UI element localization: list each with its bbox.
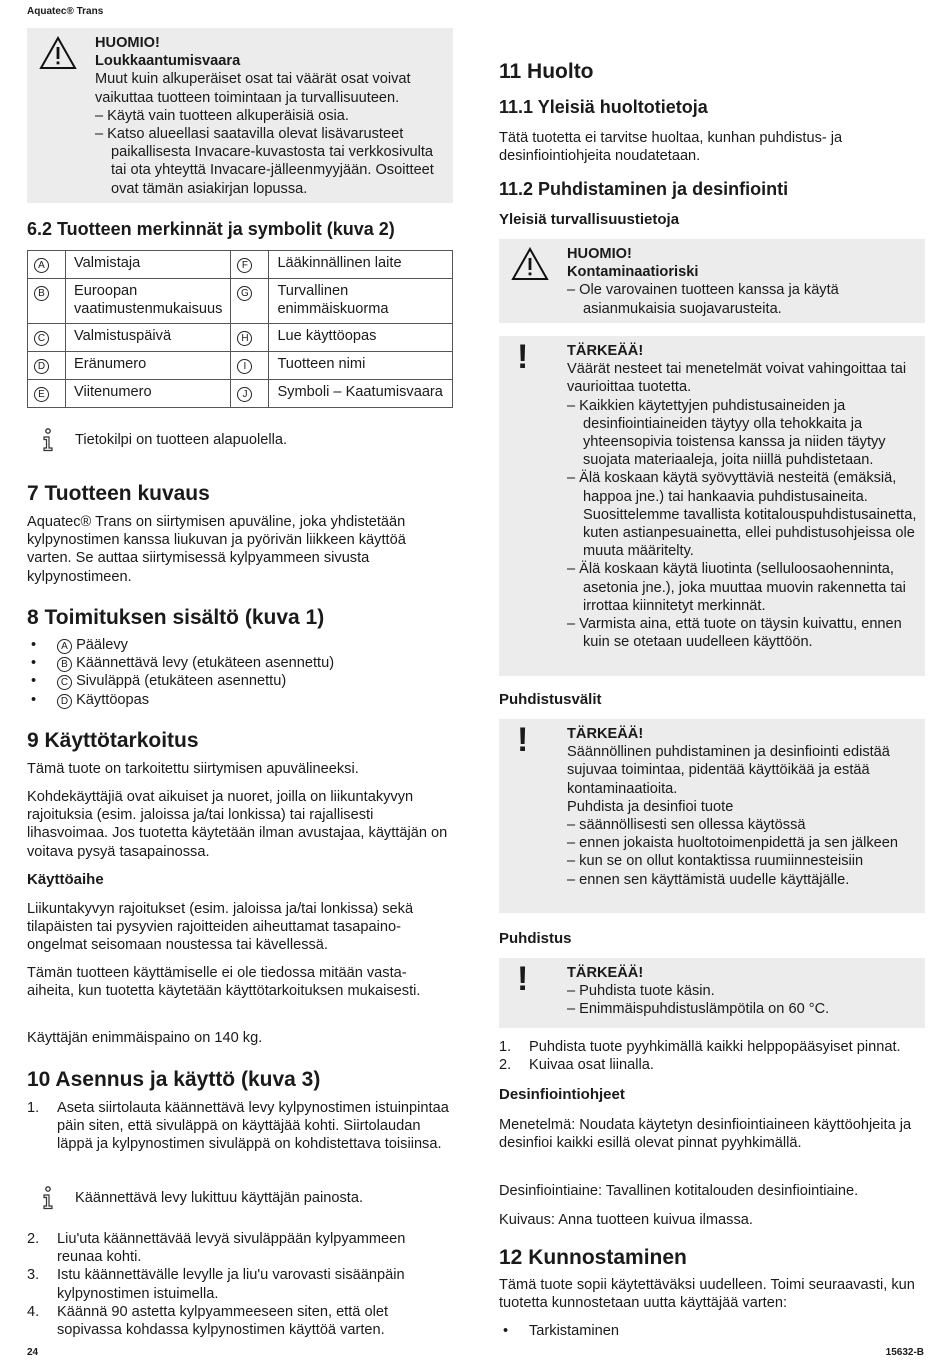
section-7-heading: 7 Tuotteen kuvaus: [27, 482, 210, 505]
letter-marker: J: [237, 387, 252, 402]
section-7-text: Aquatec® Trans on siirtymisen apuväline, joka yhdistetään kylpynostimen kanssa liukuvan ja pyörivän liikkeen käyttöä varten. Se auttaa siirtymisessä kylpyammeen sivusta kylpynostimeen.: [27, 514, 406, 585]
step-item: [499, 1038, 925, 1056]
warning-subtitle: Loukkaantumisvaara: [95, 53, 241, 70]
step-number: 4.: [27, 1303, 40, 1320]
info-note: [27, 1186, 453, 1212]
page-header: Aquatec® Trans: [27, 6, 104, 17]
cleaning-steps: [499, 1038, 925, 1074]
table-cell: Euroopan vaatimustenmukaisuus: [66, 279, 231, 324]
section-11-1-text: Tätä tuotetta ei tarvitse huoltaa, kunhan puhdistus- ja desinfiointiohjeita noudatetaan.: [499, 130, 843, 165]
table-cell: Lääkinnällinen laite: [269, 251, 453, 279]
exclamation-icon: !: [517, 338, 529, 376]
step-text: Puhdista tuote pyyhkimällä kaikki helppopääsyiset pinnat.: [529, 1039, 901, 1055]
list-item: [27, 691, 453, 709]
letter-marker: D: [57, 694, 72, 709]
letter-marker: A: [57, 639, 72, 654]
info-icon: [41, 1186, 55, 1210]
section-12-heading: 12 Kunnostaminen: [499, 1246, 687, 1269]
section-11-2-heading: 11.2 Puhdistaminen ja desinfiointi: [499, 179, 789, 199]
letter-marker: I: [237, 359, 252, 374]
letter-marker: B: [34, 286, 49, 301]
table-cell: Lue käyttöopas: [269, 324, 453, 352]
important-title: TÄRKEÄÄ!: [567, 965, 644, 981]
step-text: Käännä 90 astetta kylpyammeeseen siten, että olet sopivassa kohdassa kylpynostimen käyttöä varten.: [57, 1303, 388, 1339]
letter-marker: F: [237, 258, 252, 273]
important-text: Puhdista ja desinfioi tuote: [567, 798, 734, 815]
warning-item: – Käytä vain tuotteen alkuperäisiä osia.: [95, 107, 349, 124]
important-text: Säännöllinen puhdistaminen ja desinfiointi edistää sujuvaa toimintaa, pidentää käyttöikää ja estää kontaminaatioita.: [567, 744, 890, 797]
table-row: [28, 380, 453, 408]
letter-marker: C: [57, 675, 72, 690]
warning-box: [27, 28, 453, 203]
table-row: [28, 279, 453, 324]
warning-item: – Katso alueellasi saatavilla olevat lisävarusteet paikallisesta Invacare-kuvastosta tai verkkosivulta tai ota yhteyttä Invacare-jälleenmyyjään. Osoitteet ovat tämän asiakirjan lopussa.: [95, 126, 434, 197]
important-item: – Puhdista tuote käsin.: [567, 983, 715, 1000]
delivery-list: [27, 636, 453, 709]
important-item: – Varmista aina, että tuote on täysin kuivattu, ennen kuin se otetaan uudelleen käyttöön.: [567, 616, 902, 651]
list-item: [27, 654, 453, 672]
info-text: Tietokilpi on tuotteen alapuolella.: [75, 432, 288, 448]
info-icon: [41, 428, 55, 452]
letter-marker: H: [237, 331, 252, 346]
important-item: – Enimmäispuhdistuslämpötila on 60 °C.: [567, 1001, 830, 1018]
important-box: [499, 336, 925, 676]
step-text: Aseta siirtolauta käännettävä levy kylpynostimen istuinpintaa päin siten, että sivuläppä on käyttäjää kohti. Siirtolaudan läppä ja kylpynostimen sivuläppä on kohdistettava toisiinsa.: [57, 1100, 449, 1153]
list-item: [27, 672, 453, 690]
disinfection-method: Menetelmä: Noudata käytetyn desinfiointiaineen käyttöohjeita ja desinfioi kaikki esillä olevat pinnat pyyhkimällä.: [499, 1117, 912, 1152]
section-9-p3: Liikuntakyvyn rajoitukset (esim. jaloissa ja/tai lonkissa) sekä tilapäisten tai pysyvien rajoitteiden aiheuttamat tasapaino-ongelmat seisomaan noustessa tai kävellessä.: [27, 901, 414, 954]
step-list: [27, 1230, 453, 1339]
disinfection-subheading: Desinfiointiohjeet: [499, 1086, 625, 1103]
step-item: [27, 1266, 453, 1302]
step-number: 3.: [27, 1267, 40, 1284]
disinfection-agent: Desinfiointiaine: Tavallinen kotitalouden desinfiointiaine.: [499, 1183, 859, 1199]
table-cell: Eränumero: [66, 352, 231, 380]
important-title: TÄRKEÄÄ!: [567, 726, 644, 742]
section-12-text: Tämä tuote sopii käytettäväksi uudelleen. Toimi seuraavasti, kun tuotetta kunnostetaan uutta käyttäjää varten:: [499, 1277, 915, 1312]
section-9-heading: 9 Käyttötarkoitus: [27, 729, 199, 752]
table-cell: Turvallinen enimmäiskuorma: [269, 279, 453, 324]
important-item: – säännöllisesti sen ollessa käytössä: [567, 817, 806, 834]
letter-marker: B: [57, 657, 72, 672]
interval-subheading: Puhdistusvälit: [499, 691, 602, 708]
left-column: [27, 0, 453, 1339]
list-item: [499, 1322, 925, 1340]
letter-marker: A: [34, 258, 49, 273]
right-column: [499, 0, 925, 1339]
step-item: [27, 1303, 453, 1339]
important-text: Väärät nesteet tai menetelmät voivat vahingoittaa tai vaurioittaa tuotetta.: [567, 361, 907, 396]
list-item-text: Sivuläppä (etukäteen asennettu): [76, 673, 287, 690]
warning-title: HUOMIO!: [95, 35, 160, 51]
warning-triangle-icon: [39, 36, 77, 70]
table-cell: Viitenumero: [66, 380, 231, 408]
section-10-heading: 10 Asennus ja käyttö (kuva 3): [27, 1068, 321, 1091]
important-item: – ennen sen käyttämistä uudelle käyttäjälle.: [567, 871, 850, 888]
list-item-text: Käännettävä levy (etukäteen asennettu): [76, 655, 335, 672]
safety-subheading: Yleisiä turvallisuustietoja: [499, 211, 680, 228]
info-note: [27, 428, 453, 454]
exclamation-icon: !: [517, 721, 529, 759]
section-9-p4: Tämän tuotteen käyttämiselle ei ole tiedossa mitään vasta-aiheita, kun tuotetta käytetään käyttötarkoituksen mukaisesti.: [27, 965, 421, 1000]
step-item: [27, 1099, 453, 1154]
step-item: [27, 1230, 453, 1266]
important-item: – ennen jokaista huoltotoimenpidettä ja sen jälkeen: [567, 835, 899, 852]
section-9-p5: Käyttäjän enimmäispaino on 140 kg.: [27, 1030, 263, 1046]
step-number: 2.: [27, 1231, 40, 1247]
letter-marker: D: [34, 359, 49, 374]
letter-marker: G: [237, 286, 252, 301]
letter-marker: C: [34, 331, 49, 346]
table-cell: Symboli – Kaatumisvaara: [269, 380, 453, 408]
caution-box: [499, 239, 925, 323]
symbol-table: [27, 250, 453, 408]
page-number: 24: [27, 1347, 39, 1358]
important-title: TÄRKEÄÄ!: [567, 343, 644, 359]
table-row: [28, 251, 453, 279]
section-9-p1: Tämä tuote on tarkoitettu siirtymisen apuvälineeksi.: [27, 761, 359, 777]
step-text: Istu käännettävälle levylle ja liu'u varovasti sisäänpäin kylpynostimen istuimella.: [57, 1267, 405, 1302]
section-9-p2: Kohdekäyttäjiä ovat aikuiset ja nuoret, joilla on liikuntakyvyn rajoituksia (esim. jaloissa ja/tai lonkissa) tai rajallisesti lihasvoimaa. Jos tuotetta käytetään ilman avustajaa, käyttäjän on voitava pysyä tasapainossa.: [27, 789, 448, 860]
caution-subtitle: Kontaminaatioriski: [567, 264, 699, 281]
table-row: [28, 324, 453, 352]
step-item: [499, 1056, 925, 1074]
step-number: 2.: [499, 1057, 512, 1074]
info-text: Käännettävä levy lukittuu käyttäjän painosta.: [75, 1190, 364, 1206]
warning-triangle-icon: [511, 247, 549, 281]
warning-text: Muut kuin alkuperäiset osat tai väärät osat voivat vaikuttaa tuotteen toimintaan ja turvallisuuteen.: [95, 71, 411, 106]
letter-marker: E: [34, 387, 49, 402]
table-cell: Valmistuspäivä: [66, 324, 231, 352]
indication-subheading: Käyttöaihe: [27, 871, 104, 888]
list-item-text: Käyttöopas: [76, 691, 150, 708]
step-number: 1.: [27, 1100, 40, 1116]
important-box: [499, 719, 925, 913]
table-row: [28, 352, 453, 380]
drying-text: Kuivaus: Anna tuotteen kuivua ilmassa.: [499, 1212, 753, 1228]
list-item-text: Tarkistaminen: [529, 1323, 620, 1339]
important-item: – Älä koskaan käytä liuotinta (selluloosaohenninta, asetonia jne.), joka muuttaa muovin rakennetta tai irrottaa kiinnitetyt merkinnät.: [567, 561, 906, 614]
step-number: 1.: [499, 1039, 512, 1055]
document-code: 15632-B: [885, 1347, 924, 1358]
section-11-1-heading: 11.1 Yleisiä huoltotietoja: [499, 97, 708, 117]
important-box: [499, 958, 925, 1028]
important-item: – Älä koskaan käytä syövyttäviä nesteitä (emäksiä, happoa jne.) tai hankaavia puhdistusaineita. Suosittelemme tavallista kotitalouspuhdistusainetta, kuten astianpesuainetta, ellei puhdistusohjeissa ole muuta määritelty.: [567, 470, 917, 560]
section-11-heading: 11 Huolto: [499, 60, 594, 83]
important-item: – Kaikkien käytettyjen puhdistusaineiden ja desinfiointiaineiden täytyy olla tehokkaita ja yhteensopivia toistensa kanssa ja niiden täytyy suojata materiaaleja, joita niillä puhdistetaan.: [567, 397, 886, 469]
table-cell: Tuotteen nimi: [269, 352, 453, 380]
list-item-text: Päälevy: [76, 637, 128, 653]
caution-title: HUOMIO!: [567, 246, 632, 262]
section-6-2-heading: 6.2 Tuotteen merkinnät ja symbolit (kuva 2): [27, 219, 395, 239]
list-item: [27, 636, 453, 654]
step-text: Liu'uta käännettävää levyä sivuläppään kylpyammeen reunaa kohti.: [57, 1231, 406, 1266]
step-text: Kuivaa osat liinalla.: [529, 1057, 654, 1074]
exclamation-icon: !: [517, 960, 529, 998]
cleaning-subheading: Puhdistus: [499, 930, 572, 947]
important-item: – kun se on ollut kontaktissa ruumiinnesteisiin: [567, 853, 864, 870]
section-8-heading: 8 Toimituksen sisältö (kuva 1): [27, 606, 325, 629]
table-cell: Valmistaja: [66, 251, 231, 279]
caution-item: – Ole varovainen tuotteen kanssa ja käytä asianmukaisia suojavarusteita.: [567, 282, 839, 317]
